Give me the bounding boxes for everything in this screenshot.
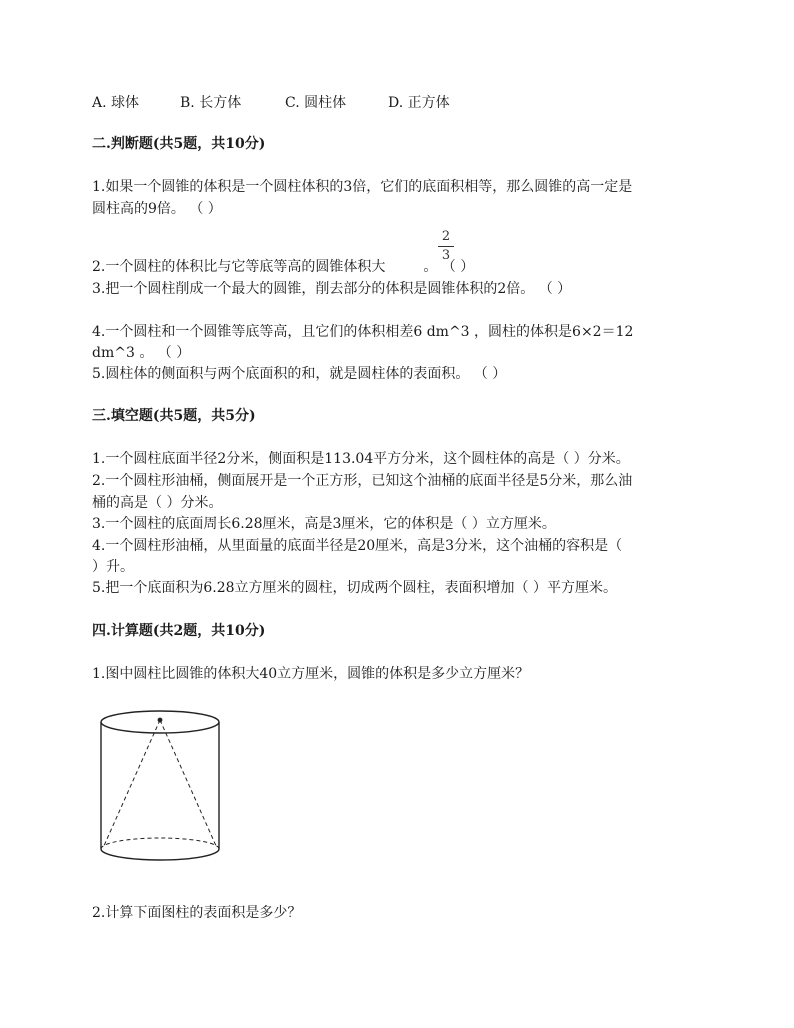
- calc-q1: 1.图中圆柱比圆锥的体积大40立方厘米，圆锥的体积是多少立方厘米？: [92, 666, 530, 682]
- judgement-q5: 5.圆柱体的侧面积与两个底面积的和，就是圆柱体的表面积。 （ ）: [92, 366, 507, 382]
- fill-q2-line1: 2.一个圆柱形油桶，侧面展开是一个正方形，已知这个油桶的底面半径是5分米，那么油: [92, 473, 633, 489]
- fraction-numerator: 2: [441, 229, 451, 244]
- fill-q5: 5.把一个底面积为6.28立方厘米的圆柱，切成两个圆柱，表面积增加（ ）平方厘米。: [92, 580, 617, 596]
- choice-a: A. 球体: [92, 95, 140, 111]
- judgement-q4-line1: 4.一个圆柱和一个圆锥等底等高，且它们的体积相差6 dm^3 ，圆柱的体积是6×2＝12: [92, 324, 634, 340]
- cylinder-bottom-front: [101, 849, 219, 860]
- fill-q1: 1.一个圆柱底面半径2分米，侧面积是113.04平方分米，这个圆柱体的高是（ ）分米。: [92, 451, 630, 467]
- fraction-bar: [438, 246, 454, 247]
- judgement-q2: [92, 257, 474, 277]
- section-heading-calc: 四.计算题(共2题，共10分): [92, 623, 266, 639]
- choice-c: C. 圆柱体: [285, 95, 347, 111]
- cylinder-bottom-back: [101, 838, 219, 849]
- judgement-q3: 3.把一个圆柱削成一个最大的圆锥，削去部分的体积是圆锥体积的2倍。 （ ）: [92, 281, 572, 297]
- judgement-q1-line2: 圆柱高的9倍。 （ ）: [92, 201, 222, 217]
- judgement-q2-text: 2.一个圆柱的体积比与它等底等高的圆锥体积大: [92, 259, 386, 275]
- cylinder-cone-figure: [96, 706, 228, 876]
- cone-apex-dot: [158, 718, 163, 723]
- choice-b: B. 长方体: [180, 95, 242, 111]
- judgement-q2-tail: 。 （ ）: [423, 259, 475, 275]
- cone-right-edge: [160, 720, 217, 848]
- cone-left-edge: [103, 720, 160, 848]
- section-heading-judgement: 二.判断题(共5题，共10分): [92, 136, 266, 152]
- section-heading-fill: 三.填空题(共5题，共5分): [92, 408, 256, 424]
- fill-q4-line2: ）升。: [92, 559, 134, 575]
- judgement-q4-line2: dm^3 。 （ ）: [92, 345, 191, 361]
- calc-q2: 2.计算下面图柱的表面积是多少？: [92, 905, 302, 921]
- fill-q3: 3.一个圆柱的底面周长6.28厘米，高是3厘米，它的体积是（ ）立方厘米。: [92, 516, 556, 532]
- fill-q2-line2: 桶的高是（ ）分米。: [92, 495, 223, 511]
- judgement-q1-line1: 1.如果一个圆锥的体积是一个圆柱体积的3倍，它们的底面积相等，那么圆锥的高一定是: [92, 179, 633, 195]
- fill-q4-line1: 4.一个圆柱形油桶，从里面量的底面半径是20厘米，高是3分米，这个油桶的容积是（: [92, 538, 623, 554]
- fraction-denominator: 3: [441, 248, 451, 263]
- choice-d: D. 正方体: [388, 95, 450, 111]
